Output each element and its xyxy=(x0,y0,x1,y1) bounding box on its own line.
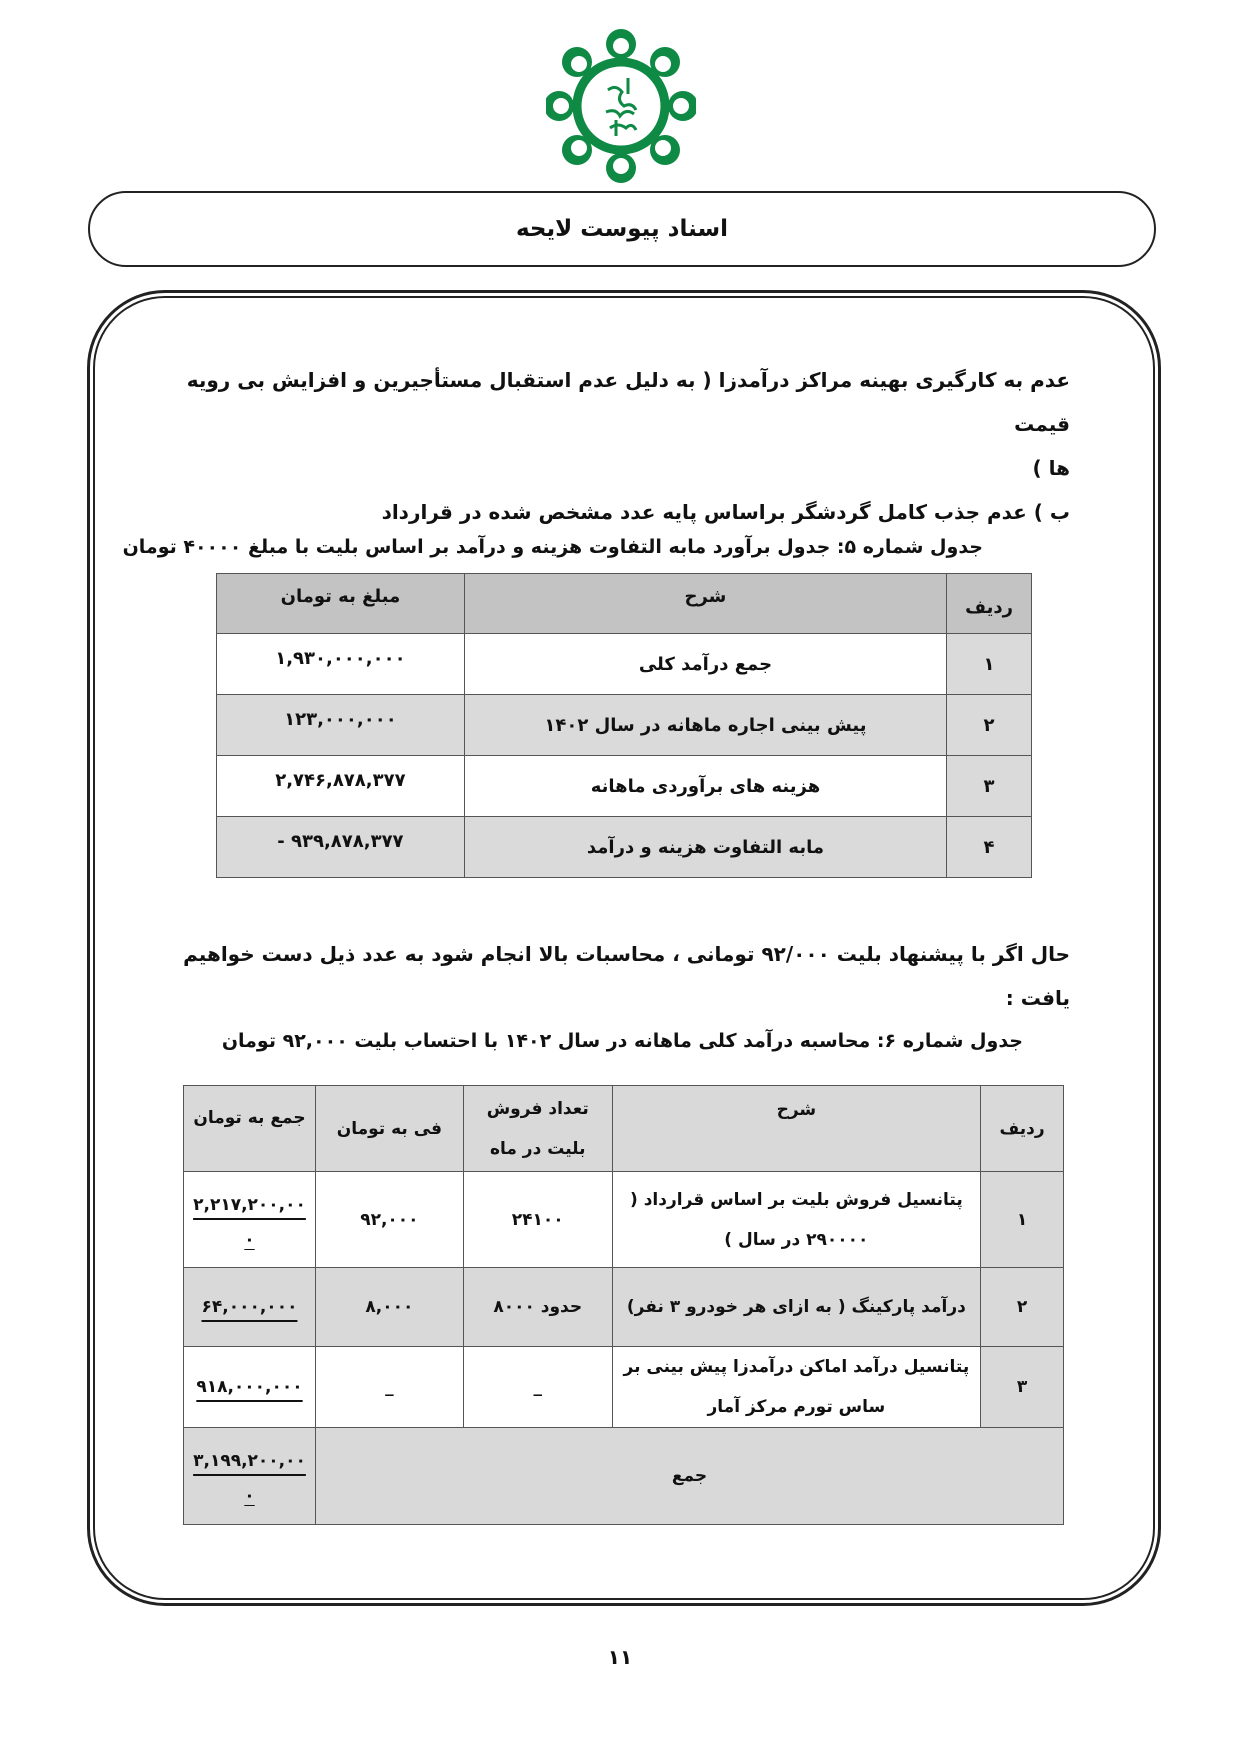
paragraph-line: یافت : xyxy=(1005,986,1070,1010)
row-description: هزینه های برآوردی ماهانه xyxy=(464,756,946,817)
table-header-row xyxy=(184,1086,1064,1172)
paragraph-line: حال اگر با پیشنهاد بلیت ۹۲/۰۰۰ تومانی ، محاسبات بالا انجام شود به عدد ذیل دست خواهیم xyxy=(183,942,1070,966)
row-number: ۳ xyxy=(947,756,1032,817)
header-description: شرح xyxy=(464,574,946,634)
paragraph-line: ها ) xyxy=(1032,456,1070,480)
table-total-row xyxy=(184,1428,1064,1525)
total-value-tail: ۰ xyxy=(244,1486,255,1506)
row-amount: ۲,۷۴۶,۸۷۸,۳۷۷ xyxy=(217,756,465,817)
row-sales-count: ۲۴۱۰۰ xyxy=(463,1172,612,1268)
row-number: ۱ xyxy=(947,634,1032,695)
row-total xyxy=(184,1347,316,1428)
table6-monthly-revenue xyxy=(183,1085,1064,1525)
table-header-row xyxy=(217,574,1032,634)
row-number: ۳ xyxy=(981,1347,1064,1428)
row-sales-count: _ xyxy=(463,1347,612,1428)
header-amount: مبلغ به تومان xyxy=(217,574,465,634)
row-unit-price: _ xyxy=(315,1347,463,1428)
header-sales-count-line1: تعداد فروش xyxy=(486,1098,589,1119)
row-description-line1: پتانسیل درآمد اماکن درآمدزا پیش بینی بر xyxy=(623,1357,970,1377)
table5-caption: جدول شماره ۵: جدول برآورد مابه التفاوت هزینه و درآمد بر اساس بلیت با مبلغ ۴۰۰۰۰ تومان xyxy=(122,536,983,558)
row-number: ۱ xyxy=(981,1172,1064,1268)
row-description: پیش بینی اجاره ماهانه در سال ۱۴۰۲ xyxy=(464,695,946,756)
row-description xyxy=(612,1172,980,1268)
paragraph-line: عدم به کارگیری بهینه مراکز درآمدزا ( به دلیل عدم استقبال مستأجیرین و افزایش بی رویه قیمت xyxy=(186,368,1070,436)
tehran-municipality-logo xyxy=(546,28,696,183)
paragraph-reasons xyxy=(175,358,1070,534)
total-value xyxy=(184,1428,316,1525)
row-description: جمع درآمد کلی xyxy=(464,634,946,695)
row-unit-price: ۸,۰۰۰ xyxy=(315,1268,463,1347)
header-total: جمع به تومان xyxy=(184,1086,316,1172)
page-number: ۱۱ xyxy=(607,1645,633,1669)
row-total-main: ۹۱۸,۰۰۰,۰۰۰ xyxy=(196,1377,303,1397)
row-description-line2: ساس تورم مرکز آمار xyxy=(707,1397,886,1417)
header-row-number: ردیف xyxy=(981,1086,1064,1172)
header-description: شرح xyxy=(612,1086,980,1172)
table-row xyxy=(217,817,1032,878)
row-number: ۲ xyxy=(947,695,1032,756)
header-row-number: ردیف xyxy=(947,574,1032,634)
paragraph-proposal xyxy=(175,932,1070,1020)
row-sales-count: حدود ۸۰۰۰ xyxy=(463,1268,612,1347)
table5-cost-revenue xyxy=(216,573,1032,878)
row-number: ۴ xyxy=(947,817,1032,878)
document-title: اسناد پیوست لایحه xyxy=(515,216,729,242)
table6-caption: جدول شماره ۶: محاسبه درآمد کلی ماهانه در سال ۱۴۰۲ با احتساب بلیت ۹۲,۰۰۰ تومان xyxy=(221,1030,1023,1052)
row-number: ۲ xyxy=(981,1268,1064,1347)
table-row xyxy=(184,1172,1064,1268)
table-row xyxy=(217,695,1032,756)
header-unit-price: فی به تومان xyxy=(315,1086,463,1172)
header-sales-count-line2: بلیت در ماه xyxy=(489,1138,586,1159)
row-total-tail: ۰ xyxy=(244,1229,255,1250)
row-amount: - ۹۳۹,۸۷۸,۳۷۷ xyxy=(217,817,465,878)
paragraph-line: ب ) عدم جذب کامل گردشگر براساس پایه عدد مشخص شده در قرارداد xyxy=(381,500,1070,524)
row-description-line1: پتانسیل فروش بلیت بر اساس قرارداد ( xyxy=(630,1189,963,1210)
row-description: مابه التفاوت هزینه و درآمد xyxy=(464,817,946,878)
table-row xyxy=(184,1268,1064,1347)
row-amount: ۱,۹۳۰,۰۰۰,۰۰۰ xyxy=(217,634,465,695)
row-amount: ۱۲۳,۰۰۰,۰۰۰ xyxy=(217,695,465,756)
row-total xyxy=(184,1172,316,1268)
logo-icon xyxy=(546,28,696,183)
row-total-main: ۶۴,۰۰۰,۰۰۰ xyxy=(201,1297,298,1317)
table-row xyxy=(184,1347,1064,1428)
table-row xyxy=(217,634,1032,695)
row-unit-price: ۹۲,۰۰۰ xyxy=(315,1172,463,1268)
row-description xyxy=(612,1347,980,1428)
total-value-main: ۳,۱۹۹,۲۰۰,۰۰ xyxy=(193,1451,306,1471)
table-row xyxy=(217,756,1032,817)
header-sales-count xyxy=(463,1086,612,1172)
row-description: درآمد پارکینگ ( به ازای هر خودرو ۳ نفر) xyxy=(612,1268,980,1347)
row-total-main: ۲,۲۱۷,۲۰۰,۰۰ xyxy=(193,1194,306,1215)
document-title-box xyxy=(88,191,1156,267)
total-label: جمع xyxy=(315,1428,1063,1525)
row-total xyxy=(184,1268,316,1347)
row-description-line2: ۲۹۰۰۰۰ در سال ) xyxy=(724,1229,869,1250)
